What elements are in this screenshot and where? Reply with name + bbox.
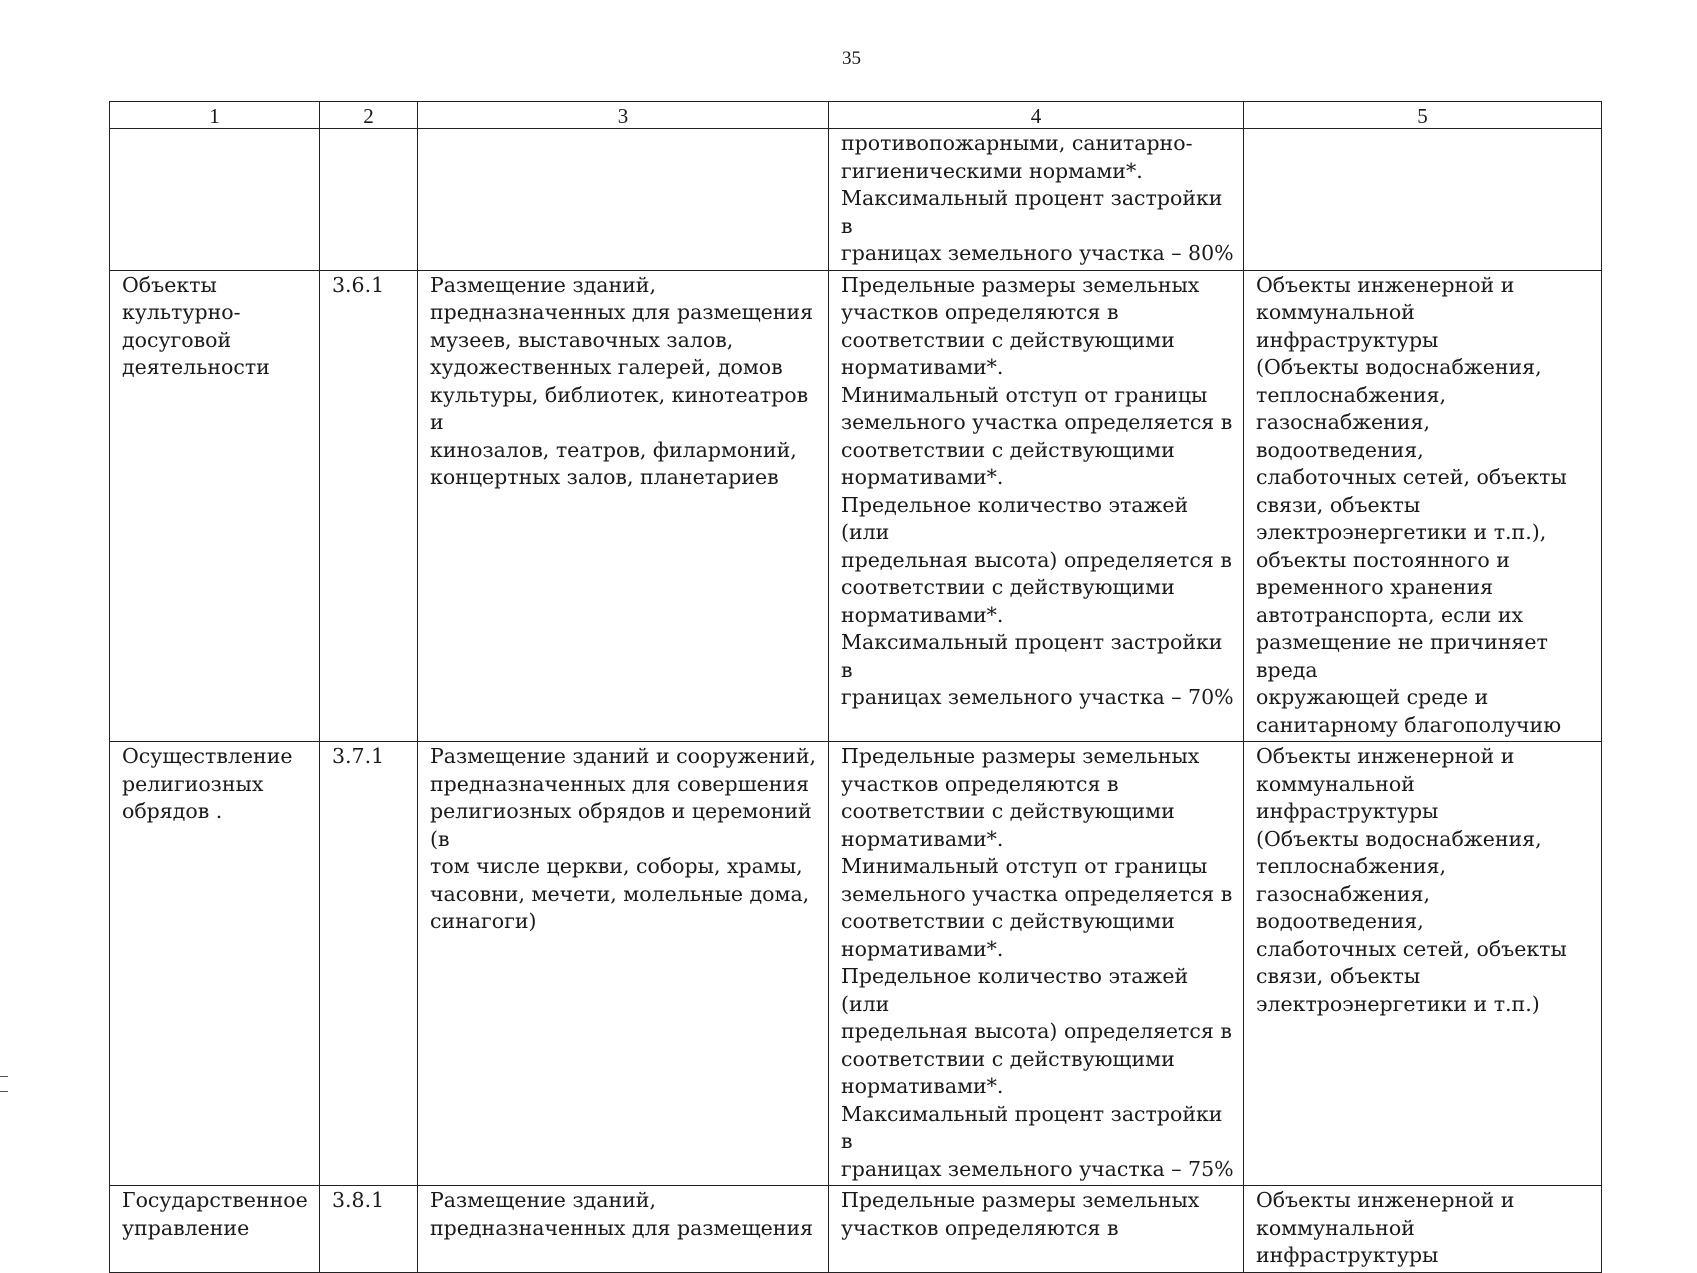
use-type-name: Осуществление религиозных обрядов . bbox=[110, 742, 320, 1186]
auxiliary-uses-cell: Объекты инженерной и коммунальной инфраструктуры (Объекты водоснабжения, теплоснабжения, газоснабжения, водоотведения, слаботочных сетей, объекты связи, объекты электроэнергетики и т.п.) bbox=[1244, 742, 1602, 1186]
parameters-cell: Предельные размеры земельных участков определяются в bbox=[829, 1186, 1244, 1273]
use-type-description: Размещение зданий и сооружений, предназначенных для совершения религиозных обрядов и церемоний (в том числе церкви, соборы, храмы, часовни, мечети, молельные дома, синагоги) bbox=[418, 742, 829, 1186]
use-type-description: Размещение зданий, предназначенных для размещения bbox=[418, 1186, 829, 1273]
use-type-name: Объекты культурно- досуговой деятельности bbox=[110, 270, 320, 742]
table-header-row bbox=[110, 102, 1602, 129]
page-number: 35 bbox=[842, 48, 861, 69]
scan-edge-mark bbox=[0, 1076, 8, 1092]
table-row bbox=[110, 129, 1602, 271]
parameters-cell: Предельные размеры земельных участков определяются в соответствии с действующими нормативами*. Минимальный отступ от границы земельного участка определяется в соответствии с действующими нормативами*. Предельное количество этажей (или предельная высота) определяется в соответствии с действующими нормативами*. Максимальный процент застройки в границах земельного участка – 70% bbox=[829, 270, 1244, 742]
use-type-name: Государственное управление bbox=[110, 1186, 320, 1273]
use-type-code: 3.7.1 bbox=[320, 742, 418, 1186]
auxiliary-uses-cell: Объекты инженерной и коммунальной инфраструктуры bbox=[1244, 1186, 1602, 1273]
column-header: 4 bbox=[829, 102, 1244, 129]
column-header: 5 bbox=[1244, 102, 1602, 129]
column-header: 1 bbox=[110, 102, 320, 129]
use-type-description: Размещение зданий, предназначенных для размещения музеев, выставочных залов, художественных галерей, домов культуры, библиотек, кинотеатров и кинозалов, театров, филармоний, концертных залов, планетариев bbox=[418, 270, 829, 742]
table-row bbox=[110, 270, 1602, 742]
parameters-cell: Предельные размеры земельных участков определяются в соответствии с действующими нормативами*. Минимальный отступ от границы земельного участка определяется в соответствии с действующими нормативами*. Предельное количество этажей (или предельная высота) определяется в соответствии с действующими нормативами*. Максимальный процент застройки в границах земельного участка – 75% bbox=[829, 742, 1244, 1186]
use-type-description bbox=[418, 129, 829, 271]
column-header: 2 bbox=[320, 102, 418, 129]
use-type-code: 3.6.1 bbox=[320, 270, 418, 742]
column-header: 3 bbox=[418, 102, 829, 129]
parameters-cell: противопожарными, санитарно- гигиеническими нормами*. Максимальный процент застройки в границах земельного участка – 80% bbox=[829, 129, 1244, 271]
auxiliary-uses-cell bbox=[1244, 129, 1602, 271]
table-row bbox=[110, 1186, 1602, 1273]
table-row bbox=[110, 742, 1602, 1186]
auxiliary-uses-cell: Объекты инженерной и коммунальной инфраструктуры (Объекты водоснабжения, теплоснабжения, газоснабжения, водоотведения, слаботочных сетей, объекты связи, объекты электроэнергетики и т.п.), объекты постоянного и временного хранения автотранспорта, если их размещение не причиняет вреда окружающей среде и санитарному благополучию bbox=[1244, 270, 1602, 742]
land-use-table bbox=[109, 101, 1602, 1273]
use-type-code: 3.8.1 bbox=[320, 1186, 418, 1273]
use-type-name bbox=[110, 129, 320, 271]
use-type-code bbox=[320, 129, 418, 271]
